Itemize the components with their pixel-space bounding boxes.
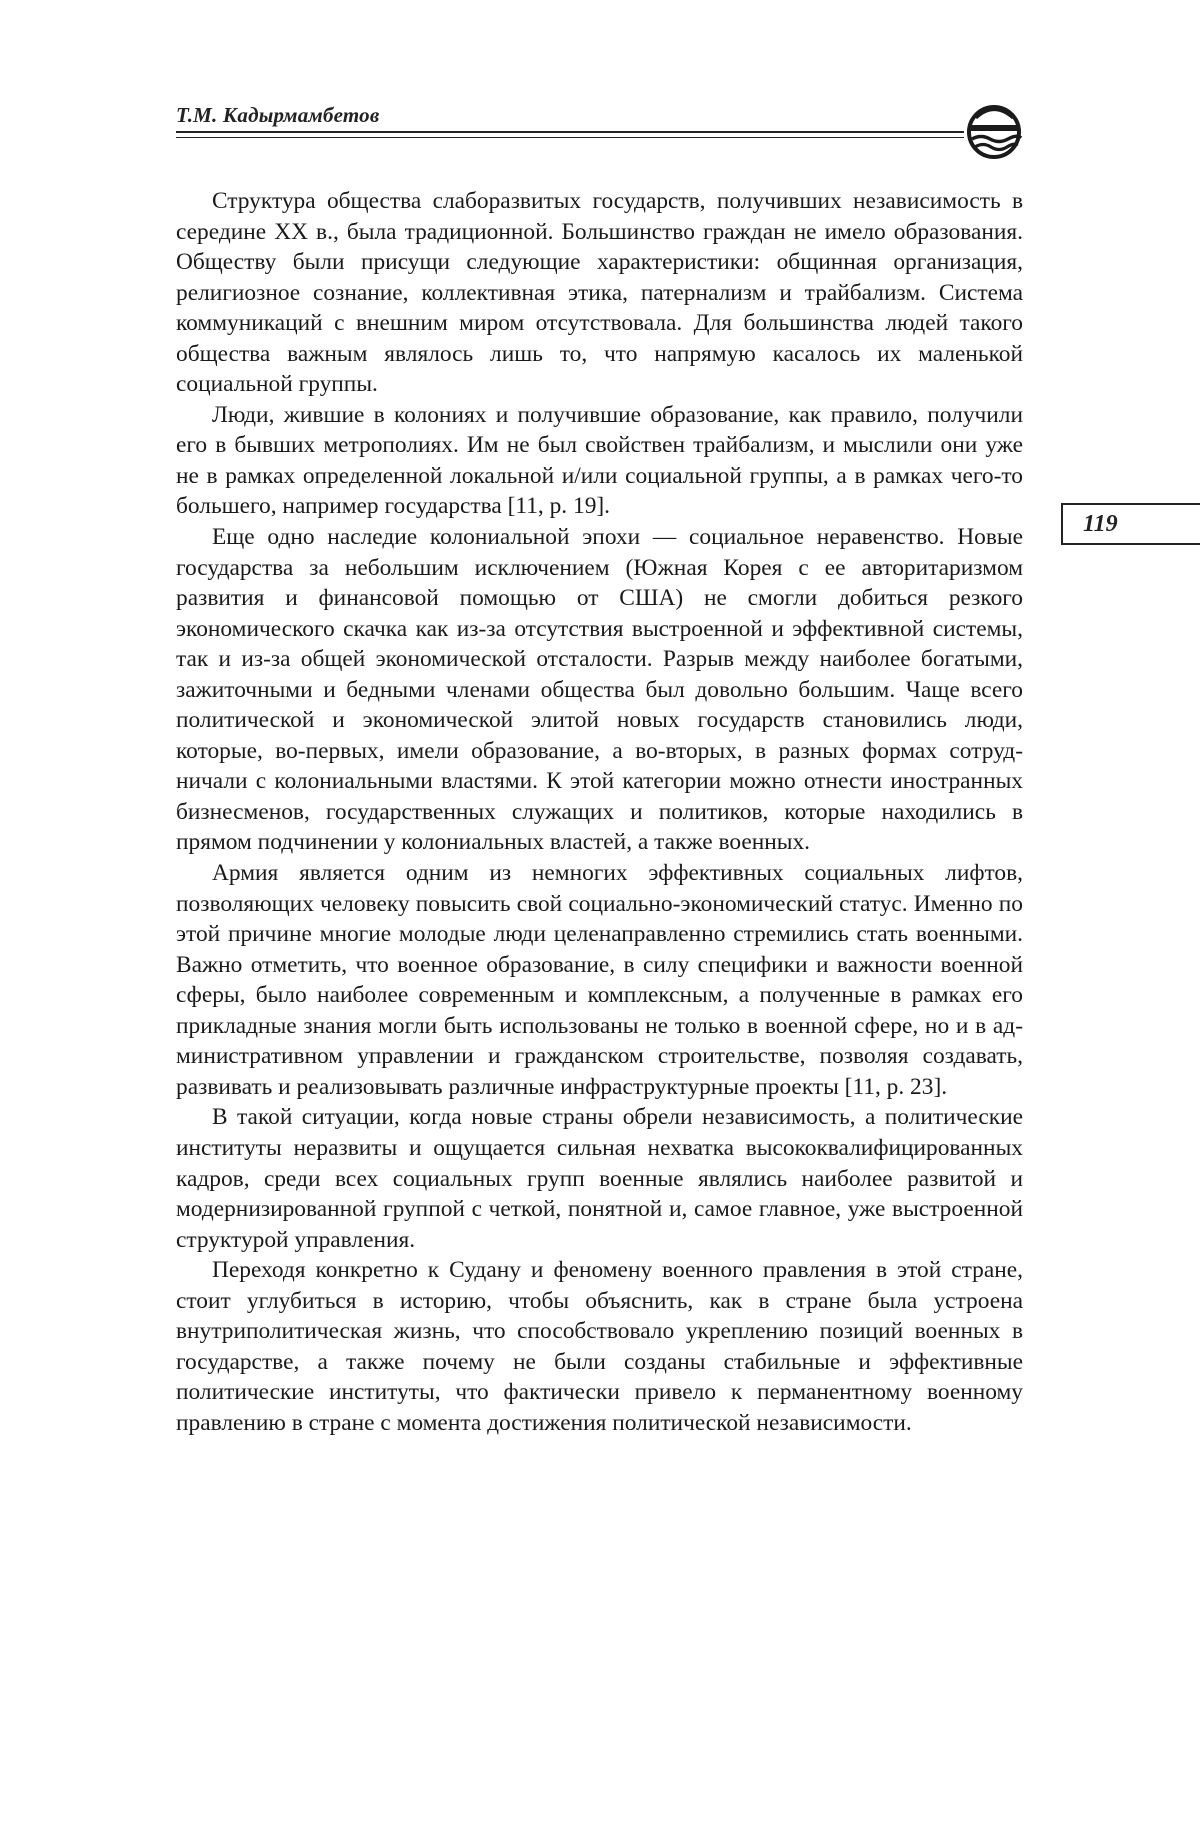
page-number: 119 [1083,511,1118,537]
header-rule [176,131,964,138]
paragraph: Переходя конкретно к Судану и феномену военного правления в этой стране, стоит углубиться в историю, чтобы объяснить, как в стране была устроена внутриполитическая жизнь, что способствовало укреплению позиций военных в государстве, а также почему не были созданы стабильные и эффективные политические институты, что фактически привело к перманентному военному правлению в стране с момента достижения политической независимости. [176,1257,1023,1436]
paragraph: Структура общества слаборазвитых государств, получивших независимость в середине ХХ в., была традиционной. Большинство граждан не имело образования. Обществу были присущи следующие характеристики: общинная организация, религиозное сознание, коллективная этика, патернализм и трайбализм. Система коммуникаций с внешним миром отсутствовала. Для большинства людей такого общества важным являлось лишь то, что напрямую касалось их маленькой социальной группы. [176,188,1023,398]
paragraph: Еще одно наследие колониальной эпохи — социальное неравенство. Новые государства за небольшим исключением (Южная Корея с ее авторитаризмом развития и финансовой помощью от США) не смогли добиться резкого экономического скачка как из-за отсутствия выстроенной и эффективной системы, так и из-за общей экономической отсталости. Разрыв между наиболее богатыми, зажиточными и бедными членами общества был довольно большим. Чаще всего политической и экономической элитой новых государств становились люди, которые, во-первых, имели образование, а во-вторых, в разных формах сотрудничали с колониальными властями. К этой категории можно отнести иностранных бизнесменов, государственных служащих и политиков, которые находились в прямом подчинении у колониальных властей, а также военных. [176,524,1023,856]
paragraph: Армия является одним из немногих эффективных социальных лифтов, позволяющих человеку повысить свой социально-экономический статус. Именно по этой причине многие молодые люди целенаправленно стремились стать военными. Важно отметить, что военное образование, в силу специфики и важности военной сферы, было наиболее современным и комплексным, а полученные в рамках его прикладные знания могли быть использованы не только в военной сфере, но и в административном управлении и гражданском строительстве, позволяя создавать, развивать и реализовывать различные инфраструктурные проекты [11, p. 23]. [176,860,1023,1100]
paragraph: В такой ситуации, когда новые страны обрели независимость, а политические институты неразвиты и ощущается сильная нехватка высококвалифицированных кадров, среди всех социальных групп военные являлись наиболее развитой и модернизированной группой с четкой, понятной и, самое главное, уже выстроенной структурой управления. [176,1104,1023,1253]
page-number-box [1061,503,1200,545]
journal-emblem-icon [963,99,1029,165]
running-head-author: Т.М. Кадырмамбетов [176,103,380,127]
paragraph: Люди, жившие в колониях и получившие образование, как правило, получили его в бывших метрополиях. Им не был свойствен трайбализм, и мыслили они уже не в рамках определенной локальной и/или социальной группы, а в рамках чего-то большего, например государства [11, p. 19]. [176,401,1023,520]
body-text [176,186,1023,1438]
